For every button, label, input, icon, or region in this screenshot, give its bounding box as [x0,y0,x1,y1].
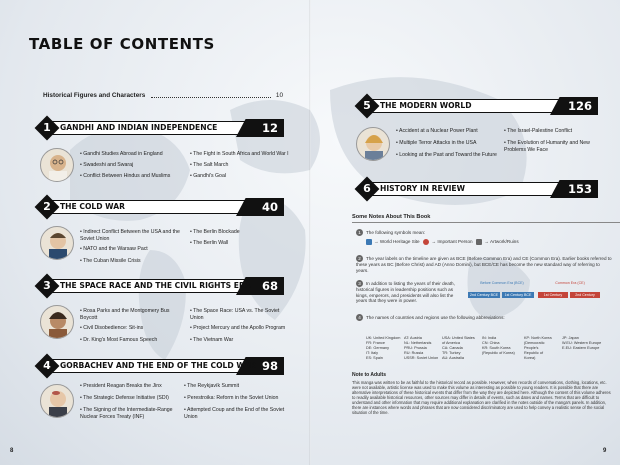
abbrev-col-3: USA: United States of America CA: Canada TR: Turkey AU: Australia [442,336,475,360]
topic-item[interactable]: • The Vietnam War [190,337,233,344]
abbrev-col-2: AT: Austria NL: Netherlands PRU: Prussia RU: Russia USSR: Soviet Union [404,336,439,360]
topic-item[interactable]: • The Salt March [190,162,228,169]
topic-item[interactable]: • Perestroika: Reform in the Soviet Union [184,395,278,402]
topic-item[interactable]: • The Berlin Wall [190,240,228,247]
chapter-number: 5 [363,99,371,112]
chapter-number: 1 [43,121,51,134]
topic-item[interactable]: • The Reykjavík Summit [184,383,239,390]
abbrev-col-1: UK: United Kingdom FR: France DE: Germany IT: Italy ES: Spain [366,336,401,360]
timeline-cell: 1st Century [538,292,568,298]
leader-dots [151,97,271,98]
page-title: TABLE OF CONTENTS [29,35,215,53]
chapter-title: GANDHI AND INDIAN INDEPENDENCE [60,123,218,132]
chapter-title: THE SPACE RACE AND THE CIVIL RIGHTS ERA [60,281,251,290]
topic-item[interactable]: • The Israel-Palestine Conflict [504,128,572,135]
timeline-diagram [468,280,604,310]
chapter-number: 3 [43,279,51,292]
chapter-number: 2 [43,200,51,213]
chapter-page: 126 [567,99,592,113]
chapter-title: THE COLD WAR [60,202,125,211]
historical-figures-label: Historical Figures and Characters [43,92,146,99]
chapter-3-header[interactable] [36,275,284,297]
topic-item[interactable]: • Accident at a Nuclear Power Plant [396,128,478,135]
note-to-adults [352,372,614,415]
chapter-page: 40 [261,200,278,214]
note-to-adults-text: This manga was written to be as faithful to the historical record as possible. However, when records of conversations, clothing, locations, etc. were not available, artistic license was used to make this volume as interesting as possible to young readers. It is possible that there are alternative interpretations of these historical events that differ from the way they are depicted here. Although the content of this volume adheres to readily available historical resources, other sources may differ in details of events, such as dates and names. Terms that are difficult to understand and other information that may require additional explanation are clarified in the notes outside of the manga's panels. In addition, there are instances where words and phrases that are now considered discriminatory are used to help convey a realistic sense of the social situation of the time. [352,380,611,415]
page-number-right: 9 [603,448,607,454]
note-4: 4 The names of countries and regions use the following abbreviations: [356,314,612,321]
timeline-ce-label: Common Era (CE) [555,281,585,285]
chapter-title: THE MODERN WORLD [380,101,472,110]
chapter-4-header[interactable] [36,355,284,377]
note-3: 3 In addition to listing the years of their death, historical figures in leadership positions such as kings, emperors, and presidents will also list the years that they were in power. [356,281,455,304]
civil-rights-portrait [40,305,74,339]
abbrev-col-6: JP: Japan W.EU: Western Europe E.EU: Eastern Europe [562,336,602,350]
chapter-title: HISTORY IN REVIEW [380,184,465,193]
topic-item[interactable]: • Gandhi's Goal [190,173,226,180]
chapter-6-header[interactable] [356,178,598,200]
chapter-5-header[interactable] [356,95,598,117]
topic-item[interactable]: • President Reagan Breaks the Jinx [80,383,162,390]
chapter-title: GORBACHEV AND THE END OF THE COLD WAR [60,361,257,370]
topic-item[interactable]: • The Fight in South Africa and World War I [190,151,289,158]
page-number-left: 8 [10,448,14,454]
topic-item[interactable]: • Swadeshi and Swaraj [80,162,133,169]
note-4-text: The names of countries and regions use the following abbreviations: [366,315,505,320]
cold-war-portrait [40,226,74,260]
chapter-page: 98 [261,359,278,373]
topic-item[interactable]: • Rosa Parks and the Montgomery Bus Boycott [80,308,180,321]
notes-section [352,214,602,226]
topic-item[interactable]: • Conflict Between Hindus and Muslims [80,173,170,180]
note-1-text: The following symbols mean: [366,230,426,235]
topic-item[interactable]: • NATO and the Warsaw Pact [80,246,148,253]
world-heritage-icon [366,239,372,245]
topic-item[interactable]: • The Signing of the Intermediate-Range Nuclear Forces Treaty (INF) [80,407,182,420]
timeline-cell: 2nd Century BCE [468,292,500,298]
topic-item[interactable]: • The Strategic Defense Initiative (SDI) [80,395,169,402]
timeline-cell: 1st Century BCE [502,292,534,298]
topic-item[interactable]: • Indirect Conflict Between the USA and the Soviet Union [80,229,182,242]
chapter-page: 68 [261,279,278,293]
world-heritage-label: → World Heritage Site [374,239,420,245]
topic-item[interactable]: • Gandhi Studies Abroad in England [80,151,163,158]
note-2-text: The year labels on the timeline are given as BCE (Before Common Era) and CE (Common Era). Earlier books referred to these years as BC (Before Christ) and AD (Anno Domini), but BCE/CE has become the new standard way of referring to years. [356,256,612,273]
timeline-bce-label: Before Common Era (BCE) [480,281,524,285]
topic-item[interactable]: • The Evolution of Humanity and New Problems We Face [504,140,604,153]
historical-figures-page: 10 [275,92,283,99]
chapter-page: 12 [261,121,278,135]
topic-item[interactable]: • The Space Race: USA vs. The Soviet Union [190,308,290,321]
chapter-2-header[interactable] [36,196,284,218]
topic-item[interactable]: • The Berlin Blockade [190,229,240,236]
book-spine [309,0,311,465]
topic-item[interactable]: • Attempted Coup and the End of the Soviet Union [184,407,296,420]
artwork-label: → Artwork/Ruins [484,239,519,245]
abbrev-col-4: IN: India CN: China KR: South Korea (Republic of Korea) [482,336,515,355]
chapter-number: 6 [363,182,371,195]
important-person-label: → Important Person [431,239,473,245]
symbol-legend [366,239,606,245]
modern-world-portrait [356,127,390,161]
note-to-adults-title: Note to Adults [352,372,386,378]
topic-item[interactable]: • The Cuban Missile Crisis [80,258,141,265]
timeline-cell: 2nd Century [570,292,600,298]
note-1: 1 The following symbols mean: [356,229,606,236]
artwork-icon [476,239,482,245]
gandhi-portrait [40,148,74,182]
historical-figures-entry[interactable] [43,92,283,100]
chapter-page: 153 [567,182,592,196]
chapter-number: 4 [43,359,51,372]
important-person-icon [423,239,429,245]
topic-item[interactable]: • Looking at the Past and Toward the Future [396,152,497,159]
gorbachev-portrait [40,384,74,418]
note-2: 2 The year labels on the timeline are given as BCE (Before Common Era) and CE (Common Era). Earlier books referred to these years as BC (Before Christ) and AD (Anno Domini), but BCE/CE has become the new standard way of referring to years. [356,256,612,273]
topic-item[interactable]: • Civil Disobedience: Sit-ins [80,325,143,332]
note-3-text: In addition to listing the years of their death, historical figures in leadership positions such as kings, emperors, and presidents will also list the years that they were in power. [356,281,455,304]
abbrev-col-5: KP: North Korea (Democratic People's Republic of Korea) [524,336,552,360]
topic-item[interactable]: • Multiple Terror Attacks in the USA [396,140,476,147]
chapter-1-header[interactable] [36,117,284,139]
topic-item[interactable]: • Project Mercury and the Apollo Program [190,325,285,332]
topic-item[interactable]: • Dr. King's Most Famous Speech [80,337,157,344]
notes-title: Some Notes About This Book [352,214,620,223]
